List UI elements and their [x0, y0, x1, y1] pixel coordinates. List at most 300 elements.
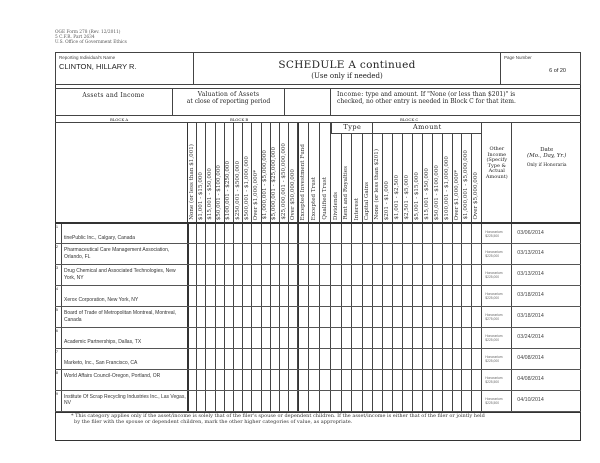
- checkbox-cell: [403, 244, 413, 264]
- checkbox-cell: [472, 391, 482, 411]
- checkbox-cell: [298, 265, 309, 285]
- checkbox-cell: [271, 244, 280, 264]
- checkbox-cell: [393, 307, 403, 327]
- income-type: Honorarium: [485, 229, 503, 234]
- checkbox-cell: [331, 370, 342, 390]
- income-amount-column-header: [373, 134, 383, 222]
- asset-name: tinePublic Inc., Calgary, Canada: [64, 234, 136, 241]
- column-header-label: Excepted Trust: [310, 176, 317, 220]
- other-income-cell: [482, 286, 512, 306]
- income-type: Honorarium: [485, 313, 503, 318]
- income-amount-column-header: [443, 134, 453, 222]
- column-header-label: Capital Gains: [364, 181, 371, 220]
- checkbox-cell: [472, 286, 482, 306]
- checkbox-cell: [463, 391, 473, 411]
- form-identification: [55, 30, 127, 45]
- checkbox-cell: [234, 244, 243, 264]
- checkbox-cell: [320, 265, 331, 285]
- checkbox-cell: [413, 244, 423, 264]
- checkbox-cell: [403, 286, 413, 306]
- table-row: [55, 370, 581, 391]
- checkbox-cell: [206, 391, 215, 411]
- column-header-label: Rent and Royalties: [343, 166, 350, 220]
- income-type-column-header: [331, 134, 342, 222]
- table-row: [55, 244, 581, 265]
- checkbox-cell: [262, 328, 271, 348]
- checkbox-cell: [403, 307, 413, 327]
- checkbox-cell: [443, 370, 453, 390]
- footnote-line2: by the filer with the spouse or dependent children, mark the other higher categories of value, as appropriate.: [74, 418, 353, 425]
- column-header-label: None (or less than $1,001): [188, 144, 195, 220]
- table-row: [55, 265, 581, 286]
- honoraria-date: 03/24/2014: [517, 334, 544, 340]
- checkbox-cell: [352, 307, 363, 327]
- checkbox-cell: [472, 224, 482, 244]
- footnote-line1: * This category applies only if the asset/income is solely that of the filer's spouse or dependent children. If the asset/income is either that of the filer or jointly held: [71, 413, 485, 419]
- checkbox-cell: [423, 224, 433, 244]
- title-cell: [193, 52, 501, 85]
- checkbox-cell: [234, 307, 243, 327]
- reporting-name-cell: [55, 52, 194, 85]
- valuation-column-header: [280, 123, 289, 222]
- checkbox-cell: [271, 328, 280, 348]
- checkbox-cell: [262, 370, 271, 390]
- checkbox-cell: [320, 286, 331, 306]
- checkbox-cell: [403, 224, 413, 244]
- checkbox-cell: [463, 328, 473, 348]
- checkbox-cell: [423, 328, 433, 348]
- checkbox-cell: [225, 286, 234, 306]
- checkbox-cell: [225, 307, 234, 327]
- row-number: 7: [55, 349, 62, 369]
- checkbox-cell: [225, 391, 234, 411]
- page-number-label: Page Number: [504, 55, 532, 60]
- column-header-label: $1,001 - $15,000: [197, 171, 204, 220]
- checkbox-cell: [423, 391, 433, 411]
- asset-name: Institute Of Scrap Recycling Industries Inc., Las Vegas, NV: [64, 393, 186, 407]
- checkbox-cell: [252, 286, 261, 306]
- form-number: OGE Form 278 (Rev. 12/2011): [55, 30, 121, 35]
- checkbox-cell: [413, 286, 423, 306]
- checkbox-cell: [280, 224, 289, 244]
- checkbox-cell: [188, 349, 197, 369]
- checkbox-cell: [262, 307, 271, 327]
- checkbox-cell: [309, 307, 320, 327]
- checkbox-cell: [206, 265, 215, 285]
- column-header-label: $250,001 - $500,000: [234, 161, 241, 220]
- checkbox-cell: [271, 224, 280, 244]
- checkbox-cell: [453, 328, 463, 348]
- income-amount-column-header: [383, 134, 393, 222]
- checkbox-cell: [262, 349, 271, 369]
- checkbox-cell: [463, 286, 473, 306]
- checkbox-cell: [383, 307, 393, 327]
- checkbox-cell: [393, 391, 403, 411]
- table-row: [55, 328, 581, 349]
- column-header-label: Qualified Trust: [321, 177, 328, 220]
- checkbox-cell: [443, 265, 453, 285]
- checkbox-cell: [243, 349, 252, 369]
- checkbox-cell: [298, 224, 309, 244]
- checkbox-cell: [472, 349, 482, 369]
- other-income-cell: [482, 307, 512, 327]
- checkbox-cell: [216, 286, 225, 306]
- checkbox-cell: [413, 224, 423, 244]
- checkbox-cell: [289, 244, 298, 264]
- table-row: [55, 391, 581, 412]
- column-header-label: Dividends: [332, 191, 339, 220]
- checkbox-cell: [352, 370, 363, 390]
- column-header-label: $5,000,001 - $25,000,000: [271, 146, 278, 220]
- checkbox-cell: [403, 328, 413, 348]
- checkbox-cell: [373, 370, 383, 390]
- excepted-column-header: [298, 123, 309, 222]
- checkbox-cell: [472, 328, 482, 348]
- income-type-column-header: [342, 134, 353, 222]
- checkbox-cell: [413, 370, 423, 390]
- row-number: 8: [55, 370, 62, 390]
- checkbox-cell: [309, 349, 320, 369]
- checkbox-cell: [206, 244, 215, 264]
- income-amount: $225,000: [485, 296, 500, 301]
- valuation-column-header: [188, 123, 197, 222]
- income-amount-column-header: [393, 134, 403, 222]
- checkbox-cell: [393, 265, 403, 285]
- checkbox-cell: [342, 391, 353, 411]
- checkbox-cell: [262, 391, 271, 411]
- block-b-label: BLOCK B: [230, 117, 249, 122]
- checkbox-cell: [234, 286, 243, 306]
- column-header-label: $1,000,001 - $5,000,000: [262, 150, 269, 220]
- checkbox-cell: [271, 349, 280, 369]
- block-divider: [187, 328, 189, 348]
- checkbox-cell: [423, 370, 433, 390]
- checkbox-cell: [383, 349, 393, 369]
- checkbox-cell: [363, 307, 374, 327]
- column-header-label: $50,001 - $100,000: [216, 164, 223, 220]
- other-income-cell: [482, 265, 512, 285]
- income-type: Honorarium: [485, 292, 503, 297]
- column-header-label: Over $50,000,000: [289, 168, 296, 220]
- income-amount: $225,000: [485, 338, 500, 342]
- income-amount: $225,500: [485, 400, 500, 405]
- agency-name: U.S. Office of Government Ethics: [55, 40, 127, 45]
- checkbox-cell: [309, 244, 320, 264]
- honoraria-date: 03/13/2014: [517, 271, 544, 278]
- income-type: Honorarium: [485, 271, 503, 276]
- checkbox-cell: [280, 244, 289, 264]
- honoraria-date: 03/06/2014: [517, 229, 544, 236]
- footnote: [55, 411, 581, 441]
- checkbox-cell: [320, 349, 331, 369]
- checkbox-cell: [309, 328, 320, 348]
- column-header-label: $100,001 - $1,000,000: [443, 155, 450, 220]
- other-income-cell: [482, 224, 512, 244]
- checkbox-cell: [280, 391, 289, 411]
- asset-name: World Affairs Council-Oregon, Portland, OR: [64, 372, 161, 379]
- table-row: [55, 349, 581, 370]
- checkbox-cell: [289, 370, 298, 390]
- checkbox-cell: [352, 224, 363, 244]
- checkbox-cell: [234, 265, 243, 285]
- income-type: Honorarium: [485, 375, 503, 380]
- income-amount-column-header: [453, 134, 463, 222]
- income-amount: $225,000: [485, 275, 500, 280]
- checkbox-cell: [393, 349, 403, 369]
- checkbox-cell: [197, 265, 206, 285]
- checkbox-cell: [463, 349, 473, 369]
- checkbox-cell: [309, 286, 320, 306]
- checkbox-cell: [433, 244, 443, 264]
- column-header-label: $15,001 - $50,000: [206, 168, 213, 220]
- checkbox-cell: [363, 349, 374, 369]
- checkbox-cell: [262, 244, 271, 264]
- block-divider: [187, 307, 189, 327]
- checkbox-cell: [216, 265, 225, 285]
- checkbox-cell: [352, 391, 363, 411]
- checkbox-cell: [453, 286, 463, 306]
- checkbox-cell: [472, 265, 482, 285]
- checkbox-cell: [252, 265, 261, 285]
- asset-name: Board of Trade of Metropolitan Montreal, Montreal, Canada: [64, 310, 177, 323]
- honoraria-date: 03/18/2014: [517, 292, 544, 299]
- date-header: [512, 123, 581, 222]
- checkbox-cell: [403, 349, 413, 369]
- income-amount-column-header: [423, 134, 433, 222]
- page-title: SCHEDULE A continued: [278, 59, 416, 71]
- checkbox-cell: [197, 391, 206, 411]
- checkbox-cell: [443, 307, 453, 327]
- column-header-label: Excepted Investment Fund: [300, 143, 307, 220]
- other-income-cell: [482, 244, 512, 264]
- checkbox-cell: [472, 370, 482, 390]
- income-type: Honorarium: [485, 396, 503, 401]
- checkbox-cell: [206, 286, 215, 306]
- checkbox-cell: [383, 391, 393, 411]
- checkbox-cell: [363, 286, 374, 306]
- checkbox-cell: [443, 244, 453, 264]
- row-number: 3: [55, 265, 62, 285]
- checkbox-cell: [188, 307, 197, 327]
- checkbox-cell: [373, 286, 383, 306]
- checkbox-cell: [342, 370, 353, 390]
- checkbox-cell: [342, 244, 353, 264]
- checkbox-cell: [393, 286, 403, 306]
- income-amount: $225,000: [485, 358, 500, 363]
- column-header-label: $500,001 - $1,000,000: [243, 155, 250, 220]
- checkbox-cell: [225, 370, 234, 390]
- column-header-label: $15,001 - $50,000: [423, 168, 430, 220]
- checkbox-cell: [373, 307, 383, 327]
- checkbox-cell: [271, 391, 280, 411]
- checkbox-cell: [423, 307, 433, 327]
- checkbox-cell: [206, 349, 215, 369]
- row-number: 6: [55, 328, 62, 348]
- valuation-column-header: [262, 123, 271, 222]
- row-number: 9: [55, 391, 62, 411]
- checkbox-cell: [234, 349, 243, 369]
- column-header-label: $1,001 - $2,500: [394, 175, 401, 220]
- checkbox-cell: [472, 244, 482, 264]
- checkbox-cell: [413, 265, 423, 285]
- checkbox-cell: [188, 328, 197, 348]
- valuation-column-header: [197, 123, 206, 222]
- block-a-header-cell: [55, 123, 188, 222]
- checkbox-cell: [252, 244, 261, 264]
- excepted-column-header: [309, 123, 320, 222]
- income-amount: $225,500: [485, 379, 500, 384]
- checkbox-cell: [216, 244, 225, 264]
- page-subtitle: (Use only if needed): [311, 72, 383, 80]
- checkbox-cell: [393, 244, 403, 264]
- checkbox-cell: [252, 224, 261, 244]
- checkbox-cell: [188, 391, 197, 411]
- checkbox-cell: [443, 286, 453, 306]
- other-income-header: Other Income (Specify Type & Actual Amount): [482, 123, 512, 222]
- column-header-label: None (or less than $201): [374, 149, 381, 220]
- column-header-label: Over $1,000,000*: [453, 169, 460, 220]
- column-header-label: $1,000,001 - $5,000,000: [463, 150, 470, 220]
- checkbox-cell: [309, 265, 320, 285]
- column-header-label: Over $5,000,000: [473, 172, 480, 220]
- checkbox-cell: [363, 244, 374, 264]
- other-income-cell: [482, 349, 512, 369]
- checkbox-cell: [433, 370, 443, 390]
- checkbox-cell: [225, 328, 234, 348]
- checkbox-cell: [188, 286, 197, 306]
- date-header-line2: (Mo., Day, Yr.): [526, 153, 567, 159]
- checkbox-cell: [320, 224, 331, 244]
- checkbox-cell: [197, 328, 206, 348]
- asset-name: Xerox Corporation, New York, NY: [64, 297, 139, 304]
- checkbox-cell: [252, 307, 261, 327]
- income-type-column-header: [363, 134, 374, 222]
- row-number: 1: [55, 224, 62, 244]
- checkbox-cell: [383, 328, 393, 348]
- checkbox-cell: [280, 307, 289, 327]
- checkbox-cell: [298, 328, 309, 348]
- valuation-column-header: [225, 123, 234, 222]
- income-heading: [331, 89, 581, 115]
- checkbox-cell: [188, 224, 197, 244]
- checkbox-cell: [234, 391, 243, 411]
- checkbox-cell: [413, 307, 423, 327]
- income-amount: $275,000: [485, 317, 500, 322]
- checkbox-cell: [243, 328, 252, 348]
- column-header-label: $201 - $1,000: [384, 180, 391, 220]
- checkbox-cell: [188, 244, 197, 264]
- checkbox-cell: [252, 328, 261, 348]
- other-income-cell: [482, 328, 512, 348]
- checkbox-cell: [352, 286, 363, 306]
- valuation-column-header: [234, 123, 243, 222]
- asset-name: Academic Partnerships, Dallas, TX: [64, 339, 142, 345]
- checkbox-cell: [433, 307, 443, 327]
- checkbox-cell: [433, 391, 443, 411]
- checkbox-cell: [298, 244, 309, 264]
- checkbox-cell: [289, 391, 298, 411]
- checkbox-cell: [363, 370, 374, 390]
- valuation-heading: [173, 89, 285, 115]
- checkbox-cell: [393, 328, 403, 348]
- checkbox-cell: [298, 370, 309, 390]
- checkbox-cell: [331, 349, 342, 369]
- checkbox-cell: [243, 307, 252, 327]
- checkbox-cell: [309, 391, 320, 411]
- checkbox-cell: [188, 265, 197, 285]
- column-header-label: $2,501 - $5,000: [404, 175, 411, 220]
- block-divider: [187, 286, 189, 306]
- checkbox-cell: [331, 391, 342, 411]
- column-header-label: $50,001 - $100,000: [433, 164, 440, 220]
- checkbox-cell: [216, 349, 225, 369]
- checkbox-cell: [234, 328, 243, 348]
- checkbox-cell: [280, 328, 289, 348]
- checkbox-cell: [373, 224, 383, 244]
- checkbox-cell: [243, 370, 252, 390]
- checkbox-cell: [383, 370, 393, 390]
- income-heading-bold: Income:: [337, 91, 364, 98]
- page-number: 6 of 20: [549, 68, 566, 74]
- honoraria-date: 03/13/2014: [517, 250, 544, 257]
- checkbox-cell: [280, 370, 289, 390]
- valuation-column-header: [243, 123, 252, 222]
- checkbox-cell: [383, 265, 393, 285]
- checkbox-cell: [463, 244, 473, 264]
- valuation-heading-line2: at close of reporting period: [186, 97, 271, 105]
- checkbox-cell: [472, 307, 482, 327]
- block-divider: [187, 265, 189, 285]
- checkbox-cell: [393, 370, 403, 390]
- asset-name: Marketo, Inc., San Francisco, CA: [64, 359, 138, 366]
- checkbox-cell: [225, 244, 234, 264]
- checkbox-cell: [453, 391, 463, 411]
- income-amount: $225,500: [485, 233, 500, 238]
- checkbox-cell: [271, 370, 280, 390]
- checkbox-cell: [443, 349, 453, 369]
- checkbox-cell: [298, 391, 309, 411]
- table-row: [55, 224, 581, 245]
- checkbox-cell: [342, 307, 353, 327]
- block-labels-row: [55, 115, 581, 123]
- asset-name: Drug Chemical and Associated Technologies, New York, NY: [64, 268, 176, 281]
- checkbox-cell: [309, 370, 320, 390]
- checkbox-cell: [463, 307, 473, 327]
- checkbox-cell: [289, 224, 298, 244]
- checkbox-cell: [453, 224, 463, 244]
- checkbox-cell: [342, 265, 353, 285]
- block-c-label: BLOCK C: [400, 117, 419, 122]
- income-type: Honorarium: [485, 250, 503, 255]
- checkbox-cell: [197, 307, 206, 327]
- checkbox-cell: [197, 286, 206, 306]
- checkbox-cell: [363, 391, 374, 411]
- name-label: Reporting Individual's Name: [59, 55, 116, 60]
- checkbox-cell: [463, 224, 473, 244]
- valuation-column-header: [271, 123, 280, 222]
- income-heading-line1: type and amount. If "None (or less than $201)" is: [363, 91, 516, 98]
- valuation-column-header: [252, 123, 261, 222]
- cfr-reference: 5 C.F.R. Part 2634: [55, 35, 95, 40]
- table-row: [55, 286, 581, 307]
- checkbox-cell: [262, 286, 271, 306]
- checkbox-cell: [342, 286, 353, 306]
- income-type: Honorarium: [485, 354, 503, 359]
- checkbox-cell: [363, 265, 374, 285]
- checkbox-cell: [225, 349, 234, 369]
- checkbox-cell: [453, 307, 463, 327]
- valuation-column-header: [206, 123, 215, 222]
